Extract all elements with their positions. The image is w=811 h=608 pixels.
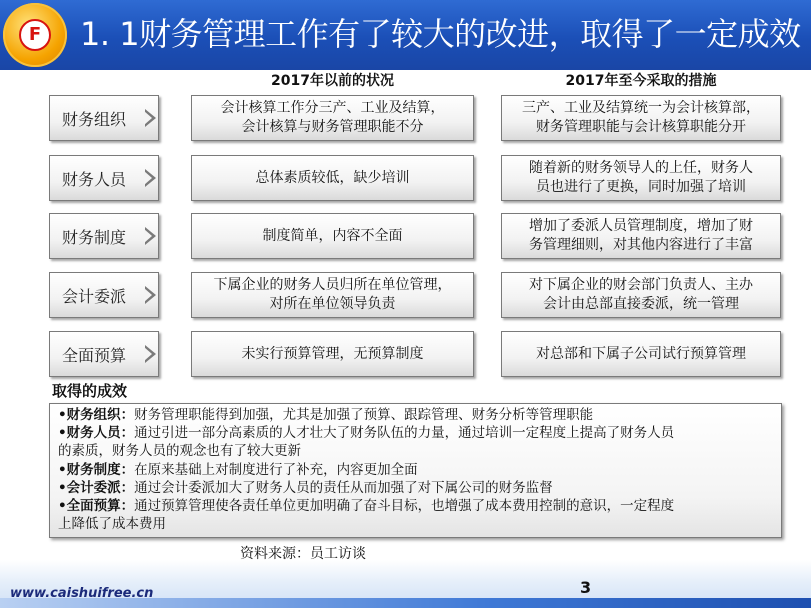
source-note: 资料来源：员工访谈 <box>240 546 366 562</box>
arrow-right-icon <box>145 345 156 363</box>
before-text-line: 未实行预算管理，无预算制度 <box>241 345 424 362</box>
logo-mark: F <box>28 24 42 45</box>
before-text-line: 总体素质较低，缺少培训 <box>255 169 410 186</box>
result-item-budget-cont: 上降低了成本费用 <box>58 516 166 533</box>
before-text-line: 会计核算与财务管理职能不分 <box>241 119 424 135</box>
column-header-before: 2017年以前的状况 <box>271 73 394 89</box>
results-title: 取得的成效 <box>52 382 128 400</box>
result-item-finance-staff-cont: 的素质，财务人员的观念也有了较大更新 <box>58 443 301 460</box>
after-text-line: 员也进行了更换，同时加强了培训 <box>536 179 746 195</box>
before-cell-finance-staff <box>191 155 474 201</box>
column-header-after: 2017年至今采取的措施 <box>565 73 717 89</box>
category-box-accounting-dispatch <box>49 272 159 318</box>
after-cell-finance-org <box>501 95 781 141</box>
before-cell-finance-system <box>191 213 474 259</box>
before-cell-accounting-dispatch <box>191 272 474 318</box>
arrow-right-icon <box>145 109 156 127</box>
results-box <box>49 403 782 538</box>
result-item-finance-system <box>58 461 773 479</box>
bullet: • <box>58 425 67 442</box>
before-text-line: 对所在单位领导负责 <box>269 296 396 312</box>
footer-website: www.caishuifree.cn <box>10 586 154 601</box>
category-label: 会计委派 <box>61 286 126 306</box>
category-box-budget <box>49 331 159 377</box>
result-label: 会计委派： <box>66 479 135 496</box>
logo-emblem <box>19 19 51 51</box>
after-text-line: 财务管理职能与会计核算职能分开 <box>536 119 746 135</box>
after-text-line: 增加了委派人员管理制度，增加了财 <box>529 218 753 234</box>
before-text-line: 制度简单，内容不全面 <box>262 227 403 244</box>
bullet: • <box>58 498 67 515</box>
before-text-line: 会计核算工作分三产、工业及结算， <box>220 100 445 116</box>
result-item-finance-staff <box>58 424 773 442</box>
result-label: 财务人员： <box>66 425 135 442</box>
before-text-line: 下属企业的财务人员归所在单位管理， <box>213 277 452 293</box>
title-bar <box>0 0 811 70</box>
result-label: 财务组织： <box>66 407 135 423</box>
after-text-line: 对总部和下属子公司试行预算管理 <box>536 345 746 362</box>
category-box-finance-staff <box>49 155 159 201</box>
after-text-line: 务管理细则，对其他内容进行了丰富 <box>529 237 753 253</box>
arrow-right-icon <box>145 169 156 187</box>
before-cell-finance-org <box>191 95 474 141</box>
arrow-right-icon <box>145 227 156 245</box>
after-text-line: 会计由总部直接委派，统一管理 <box>543 296 739 312</box>
after-cell-budget <box>501 331 781 377</box>
result-text: 通过会计委派加大了财务人员的责任从而加强了对下属公司的财务监督 <box>134 479 553 496</box>
after-text-line: 对下属企业的财会部门负责人、主办 <box>529 277 753 293</box>
category-label: 财务组织 <box>61 109 126 129</box>
after-text-line: 随着新的财务领导人的上任，财务人 <box>529 160 753 176</box>
after-cell-finance-staff <box>501 155 781 201</box>
result-text: 在原来基础上对制度进行了补充，内容更加全面 <box>134 461 418 478</box>
result-item-accounting-dispatch <box>58 479 773 497</box>
result-label: 财务制度： <box>66 461 135 478</box>
arrow-right-icon <box>145 286 156 304</box>
after-text-line: 三产、工业及结算统一为会计核算部， <box>522 100 760 116</box>
category-label: 全面预算 <box>61 345 126 365</box>
category-label: 财务制度 <box>61 227 126 247</box>
result-item-budget <box>58 497 773 515</box>
result-text: 通过引进一部分高素质的人才壮大了财务队伍的力量，通过培训一定程度上提高了财务人员 <box>134 425 675 442</box>
after-cell-accounting-dispatch <box>501 272 781 318</box>
before-cell-budget <box>191 331 474 377</box>
category-label: 财务人员 <box>61 169 126 189</box>
company-logo <box>3 3 67 67</box>
result-text: 通过预算管理使各责任单位更加明确了奋斗目标，也增强了成本费用控制的意识，一定程度 <box>134 498 675 515</box>
category-box-finance-org <box>49 95 159 141</box>
page-number: 3 <box>580 578 592 597</box>
result-label: 全面预算： <box>66 498 135 515</box>
result-text: 财务管理职能得到加强，尤其是加强了预算、跟踪管理、财务分析等管理职能 <box>134 407 594 423</box>
bullet: • <box>58 461 67 478</box>
page-title: 1. 1财务管理工作有了较大的改进，取得了一定成效 <box>80 15 801 53</box>
bullet: • <box>58 407 67 423</box>
bullet: • <box>58 479 67 496</box>
after-cell-finance-system <box>501 213 781 259</box>
category-box-finance-system <box>49 213 159 259</box>
result-item-finance-org <box>58 406 773 424</box>
